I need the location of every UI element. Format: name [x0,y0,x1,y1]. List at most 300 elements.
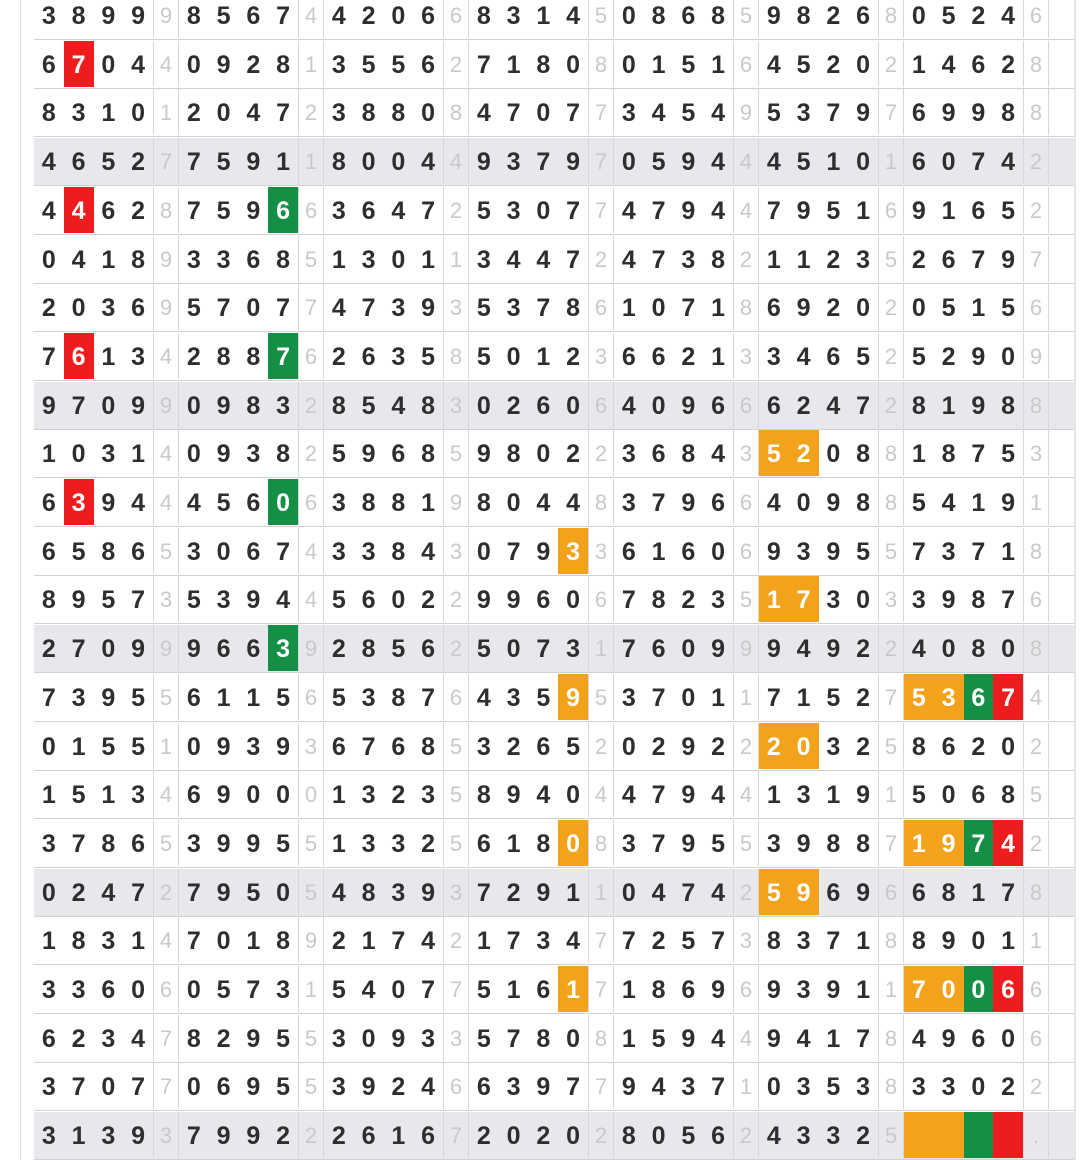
digit-cell: 1 [856,196,871,225]
digit-cell: 7 [711,927,726,956]
digit-cell: 7 [651,196,666,225]
digit-cell: 5 [276,683,291,712]
digit-cell: 6 [971,781,986,810]
digit-cell: 9 [131,1122,146,1151]
digit-cell: 9 [766,635,781,664]
digit-cell: 7 [71,635,86,664]
digit-cell: 6 [766,391,781,420]
highlighted-digit-cell: 6 [268,187,298,233]
digit-cell: 7 [186,927,201,956]
separator-digit-cell: 2 [878,382,904,428]
digit-cell: 3 [331,1024,346,1053]
digit-cell: 1 [651,50,666,79]
digit-cell: 8 [41,586,56,615]
separator-digit-cell: 6 [298,187,324,233]
digit-cell: 8 [941,878,956,907]
separator-digit-cell: 4 [733,1015,759,1061]
separator-digit-cell: 8 [153,187,179,233]
separator-digit-cell: 3 [153,576,179,622]
grid-row [34,820,1074,868]
digit-cell: 8 [276,50,291,79]
digit-cell: 8 [856,489,871,517]
highlighted-digit-cell: 6 [993,966,1023,1012]
separator-digit-cell: 1 [733,674,759,720]
digit-cell: 5 [476,1024,491,1053]
digit-cell: 8 [796,2,811,30]
separator-digit-cell: 1 [878,966,904,1012]
digit-cell: 6 [131,294,146,323]
digit-cell: 0 [941,148,956,177]
digit-cell: 9 [101,2,116,30]
digit-cell: 4 [71,245,86,274]
digit-cell: 5 [941,2,956,30]
digit-cell: 5 [826,196,841,225]
digit-cell: 2 [331,1122,346,1151]
separator-digit-cell: 2 [1023,723,1049,769]
separator-digit-cell: 6 [733,382,759,428]
digit-cell: 3 [826,586,841,615]
digit-cell: 1 [536,342,551,371]
separator-digit-cell: 7 [588,89,614,135]
separator-digit-cell: 5 [588,674,614,720]
grid-row [34,869,1074,917]
separator-digit-cell: 2 [878,41,904,87]
digit-cell: 7 [681,878,696,907]
digit-cell: 1 [621,976,636,1004]
digit-cell: 6 [971,1024,986,1053]
highlighted-digit-cell [934,1112,964,1158]
digit-cell: 7 [971,537,986,566]
digit-cell: 9 [681,489,696,517]
digit-cell: 6 [101,976,116,1004]
separator-digit-cell: 4 [298,0,324,38]
digit-cell: 6 [246,489,261,517]
digit-cell: 7 [391,927,406,956]
digit-cell: 3 [216,586,231,615]
digit-cell: 6 [216,1073,231,1102]
separator-digit-cell: 7 [443,966,469,1012]
digit-cell: 6 [186,683,201,712]
digit-cell: 7 [506,99,521,128]
digit-cell: 3 [131,342,146,371]
digit-cell: 9 [941,586,956,615]
separator-digit-cell: 6 [1023,966,1049,1012]
digit-cell: 7 [971,148,986,177]
digit-cell: 7 [41,683,56,712]
separator-digit-cell: 2 [298,430,324,476]
highlighted-digit-cell: 6 [964,674,994,720]
digit-cell: 5 [101,586,116,615]
digit-cell: 7 [216,294,231,323]
digit-cell: 0 [1001,342,1016,371]
digit-cell: 9 [826,635,841,664]
digit-cell: 7 [621,586,636,615]
digit-cell: 7 [506,1024,521,1053]
digit-cell: 3 [621,99,636,128]
digit-cell: 7 [566,1073,581,1102]
separator-digit-cell: 2 [1023,820,1049,866]
digit-cell: 6 [101,196,116,225]
digit-cell: 5 [476,196,491,225]
digit-cell: 7 [276,2,291,30]
digit-cell: 2 [651,732,666,761]
digit-cell: 8 [41,99,56,128]
grid-row [34,966,1074,1014]
digit-cell: 6 [711,1122,726,1151]
separator-digit-cell: 4 [153,917,179,963]
digit-cell: 8 [276,927,291,956]
highlighted-digit-cell: 7 [904,966,934,1012]
digit-cell: 9 [766,976,781,1004]
digit-cell: 2 [856,683,871,712]
digit-cell: 5 [276,829,291,858]
digit-cell: 3 [796,99,811,128]
digit-cell: 4 [711,440,726,469]
digit-cell: 0 [856,50,871,79]
digit-cell: 8 [331,148,346,177]
digit-cell: 7 [911,537,926,566]
digit-cell: 3 [621,829,636,858]
separator-digit-cell: 2 [443,41,469,87]
digit-cell: 5 [216,2,231,30]
digit-cell: 5 [826,683,841,712]
digit-cell: 3 [421,781,436,810]
digit-cell: 9 [131,635,146,664]
digit-cell: 7 [131,878,146,907]
highlighted-digit-cell: 5 [759,430,789,476]
digit-cell: 0 [186,391,201,420]
digit-cell: 0 [506,1122,521,1151]
digit-cell: 9 [361,440,376,469]
digit-cell: 4 [331,2,346,30]
digit-cell: 0 [941,781,956,810]
grid-row [34,138,1074,186]
digit-cell: 7 [71,391,86,420]
digit-cell: 2 [71,1024,86,1053]
digit-cell: 9 [681,732,696,761]
digit-cell: 0 [856,586,871,615]
digit-cell: 0 [41,732,56,761]
right-margin-rule [1074,0,1076,1160]
digit-cell: 4 [796,342,811,371]
digit-cell: 5 [421,342,436,371]
digit-cell: 4 [711,878,726,907]
digit-cell: 3 [41,1073,56,1102]
digit-cell: 8 [391,537,406,566]
digit-cell: 9 [971,391,986,420]
digit-cell: 5 [941,294,956,323]
digit-cell: 0 [1001,1024,1016,1053]
digit-cell: 5 [911,342,926,371]
highlighted-digit-cell: 5 [759,869,789,915]
separator-digit-cell: 8 [443,89,469,135]
digit-cell: 6 [681,537,696,566]
digit-cell: 5 [246,878,261,907]
separator-digit-cell: 9 [153,284,179,330]
digit-cell: 0 [71,440,86,469]
digit-cell: 9 [796,829,811,858]
separator-digit-cell: 5 [153,528,179,574]
separator-digit-cell: 8 [588,41,614,87]
separator-digit-cell: 8 [733,284,759,330]
digit-cell: 4 [621,781,636,810]
digit-cell: 7 [71,1073,86,1102]
separator-digit-cell: 9 [733,625,759,671]
separator-digit-cell: 4 [153,333,179,379]
digit-cell: 3 [621,440,636,469]
digit-cell: 3 [506,294,521,323]
digit-cell: 5 [681,1122,696,1151]
digit-cell: 2 [331,927,346,956]
digit-cell: 8 [651,2,666,30]
digit-cell: 0 [681,635,696,664]
separator-digit-cell: 1 [878,138,904,184]
digit-cell: 2 [186,99,201,128]
digit-cell: 2 [506,391,521,420]
grid-row [34,333,1074,381]
digit-cell: 3 [391,829,406,858]
digit-cell: 6 [361,196,376,225]
digit-cell: 9 [216,391,231,420]
digit-cell: 4 [651,878,666,907]
separator-digit-cell: 7 [153,1015,179,1061]
digit-cell: 9 [681,391,696,420]
digit-cell: 4 [331,294,346,323]
digit-cell: 9 [186,635,201,664]
digit-cell: 0 [421,99,436,128]
digit-cell: 8 [361,635,376,664]
digit-cell: 9 [216,440,231,469]
digit-cell: 9 [911,196,926,225]
digit-cell: 5 [331,683,346,712]
digit-cell: 3 [681,1073,696,1102]
digit-cell: 4 [506,245,521,274]
digit-cell: 5 [651,148,666,177]
digit-cell: 7 [1001,878,1016,907]
digit-cell: 5 [681,99,696,128]
digit-cell: 6 [826,342,841,371]
separator-digit-cell: 4 [733,771,759,817]
digit-cell: 7 [651,683,666,712]
digit-cell: 0 [391,976,406,1004]
digit-cell: 3 [331,196,346,225]
digit-cell: 8 [971,586,986,615]
digit-cell: 4 [1001,148,1016,177]
digit-cell: 2 [131,148,146,177]
digit-cell: 3 [41,2,56,30]
digit-cell: 0 [131,976,146,1004]
separator-digit-cell: 0 [298,771,324,817]
separator-digit-cell: 4 [733,187,759,233]
digit-cell: 7 [651,489,666,517]
digit-cell: 5 [856,342,871,371]
grid-row [34,917,1074,965]
digit-cell: 8 [361,99,376,128]
separator-digit-cell: 4 [443,138,469,184]
separator-digit-cell: 3 [443,528,469,574]
digit-cell: 2 [681,586,696,615]
highlighted-digit-cell [904,1112,934,1158]
digit-cell: 9 [101,489,116,517]
separator-digit-cell: 2 [443,917,469,963]
digit-cell: 2 [566,342,581,371]
digit-cell: 4 [186,489,201,517]
digit-cell: 8 [856,440,871,469]
digit-cell: 9 [246,829,261,858]
digit-cell: 4 [101,878,116,907]
digit-cell: 1 [536,2,551,30]
digit-cell: 5 [101,148,116,177]
separator-digit-cell: 8 [878,1063,904,1109]
digit-cell: 0 [566,1024,581,1053]
digit-cell: 0 [476,391,491,420]
digit-cell: 5 [216,196,231,225]
digit-cell: 0 [621,2,636,30]
digit-cell: 4 [361,976,376,1004]
grid-row [34,0,1074,40]
digit-cell: 0 [276,878,291,907]
digit-cell: 2 [391,1073,406,1102]
digit-cell: 1 [826,148,841,177]
separator-digit-cell: 2 [1023,187,1049,233]
digit-cell: 6 [41,1024,56,1053]
digit-cell: 0 [41,245,56,274]
separator-digit-cell: 3 [588,528,614,574]
digit-cell: 5 [766,99,781,128]
separator-digit-cell: 8 [1023,41,1049,87]
digit-cell: 6 [131,537,146,566]
separator-digit-cell: 2 [733,723,759,769]
digit-cell: 9 [216,829,231,858]
digit-cell: 3 [506,683,521,712]
digit-cell: 6 [971,50,986,79]
digit-cell: 3 [331,1073,346,1102]
digit-cell: 9 [621,1073,636,1102]
separator-digit-cell: 9 [733,89,759,135]
digit-cell: 9 [421,878,436,907]
digit-cell: 1 [1001,537,1016,566]
digit-cell: 6 [476,1073,491,1102]
digit-cell: 9 [941,927,956,956]
digit-cell: 6 [621,342,636,371]
separator-digit-cell: 9 [443,479,469,525]
digit-cell: 9 [361,1073,376,1102]
digit-cell: 0 [566,391,581,420]
digit-cell: 9 [941,99,956,128]
digit-cell: 4 [41,148,56,177]
separator-digit-cell: 6 [733,966,759,1012]
separator-digit-cell: 7 [1023,236,1049,282]
digit-cell: 4 [131,1024,146,1053]
digit-cell: 6 [651,440,666,469]
digit-cell: 3 [131,781,146,810]
digit-cell: 4 [536,245,551,274]
digit-cell: 4 [941,50,956,79]
digit-cell: 8 [71,2,86,30]
digit-cell: 9 [796,196,811,225]
digit-cell: 9 [536,537,551,566]
digit-cell: 7 [186,148,201,177]
digit-cell: 1 [361,927,376,956]
digit-cell: 1 [711,294,726,323]
digit-cell: 9 [856,99,871,128]
digit-cell: 7 [621,635,636,664]
digit-cell: 0 [101,635,116,664]
digit-cell: 1 [421,489,436,517]
digit-cell: 3 [506,148,521,177]
digit-cell: 1 [796,245,811,274]
highlighted-digit-cell: 3 [268,625,298,671]
digit-cell: 9 [766,537,781,566]
digit-cell: 6 [216,635,231,664]
grid-row [34,723,1074,771]
digit-cell: 8 [391,99,406,128]
digit-cell: 3 [421,1024,436,1053]
digit-cell: 0 [101,1073,116,1102]
highlighted-digit-cell: 7 [964,820,994,866]
digit-cell: 7 [971,245,986,274]
digit-cell: 7 [536,148,551,177]
digit-cell: 1 [71,1122,86,1151]
digit-cell: 1 [796,683,811,712]
digit-cell: 8 [711,245,726,274]
digit-cell: 1 [911,440,926,469]
separator-digit-cell: 1 [153,89,179,135]
digit-cell: 4 [711,781,726,810]
digit-cell: 1 [506,50,521,79]
digit-cell: 5 [476,294,491,323]
digit-cell: 0 [276,781,291,810]
digit-cell: 5 [361,391,376,420]
separator-digit-cell: 5 [443,723,469,769]
digit-cell: 6 [71,148,86,177]
separator-digit-cell: 5 [298,1015,324,1061]
digit-cell: 4 [911,1024,926,1053]
digit-cell: 0 [651,1122,666,1151]
separator-digit-cell: 1 [298,138,324,184]
digit-cell: 7 [826,927,841,956]
digit-cell: 6 [421,2,436,30]
digit-cell: 2 [506,732,521,761]
digit-cell: 0 [391,586,406,615]
digit-cell: 7 [506,927,521,956]
separator-digit-cell: 2 [153,869,179,915]
digit-cell: 8 [71,927,86,956]
digit-cell: 3 [826,1122,841,1151]
digit-cell: 3 [856,1073,871,1102]
digit-cell: 3 [331,537,346,566]
digit-cell: 0 [856,148,871,177]
digit-cell: 4 [421,148,436,177]
digit-cell: 7 [766,196,781,225]
digit-cell: 3 [41,976,56,1004]
separator-digit-cell: 2 [443,576,469,622]
digit-cell: 9 [971,99,986,128]
separator-digit-cell: 6 [588,576,614,622]
separator-digit-cell: 4 [588,771,614,817]
digit-cell: 2 [826,245,841,274]
digit-cell: 7 [856,1024,871,1053]
digit-cell: 3 [476,245,491,274]
separator-digit-cell: 1 [298,966,324,1012]
digit-cell: 3 [186,829,201,858]
highlighted-digit-cell: 0 [268,479,298,525]
separator-digit-cell: 7 [588,138,614,184]
digit-cell: 6 [246,635,261,664]
highlighted-digit-cell: 2 [759,723,789,769]
digit-cell: 0 [216,927,231,956]
digit-cell: 9 [216,1122,231,1151]
